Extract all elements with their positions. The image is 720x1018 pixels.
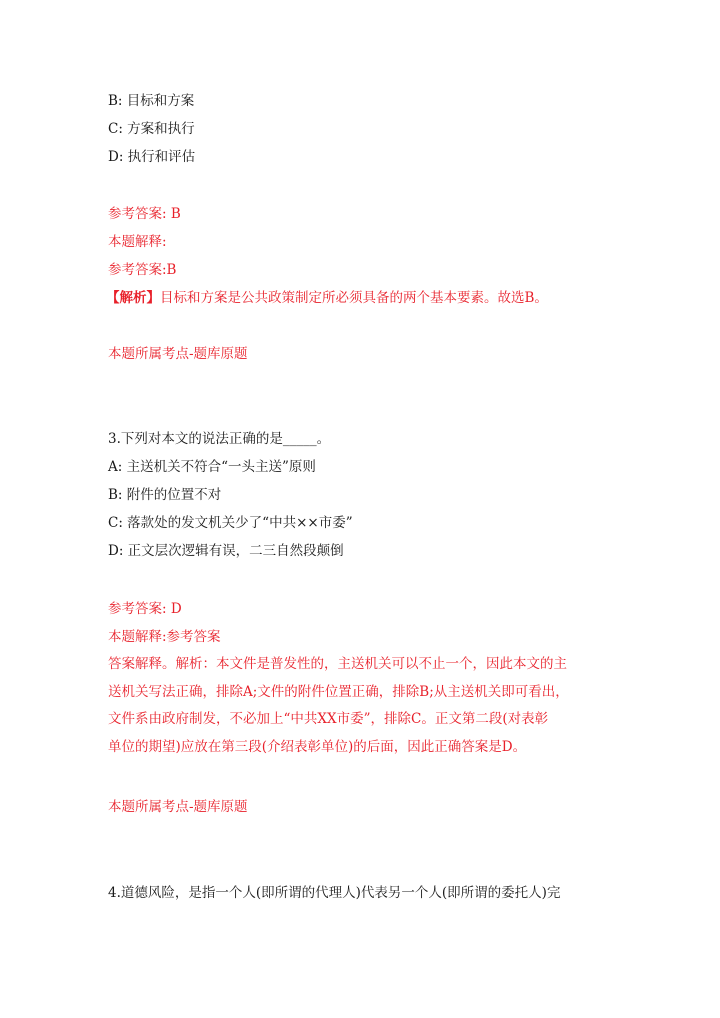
q3-footer: 本题所属考点-题库原题 [108,799,248,815]
q4-stem: 4.道德风险，是指一个人(即所谓的代理人)代表另一个人(即所谓的委托人)完 [108,885,561,901]
q3-explanation [108,651,608,761]
q3-option-b: B: 附件的位置不对 [108,487,222,503]
q2-footer: 本题所属考点-题库原题 [108,346,248,362]
q2-option-d: D: 执行和评估 [108,149,196,165]
q2-answer-label: 参考答案: B [108,206,181,222]
q2-analysis-tag: 【解析】 [106,290,160,306]
q2-analysis-text: 目标和方案是公共政策制定所必须具备的两个基本要素。故选B。 [160,290,548,306]
q3-explanation-line-2: 送机关写法正确，排除A;文件的附件位置正确，排除B;从主送机关即可看出， [108,683,569,700]
q3-explain-label: 本题解释:参考答案 [108,629,221,645]
q3-explanation-line-1: 答案解释。解析：本文件是普发性的，主送机关可以不止一个，因此本文的主 [108,656,567,672]
q2-analysis [106,289,548,307]
q2-option-c: C: 方案和执行 [108,121,195,137]
q3-stem: 3.下列对本文的说法正确的是_____。 [108,431,331,447]
q2-answer-ref: 参考答案:B [108,262,177,278]
q2-option-b: B: 目标和方案 [108,93,195,109]
q3-option-d: D: 正文层次逻辑有误，二三自然段颠倒 [108,543,344,559]
q3-explanation-line-4: 单位的期望)应放在第三段(介绍表彰单位)的后面，因此正确答案是D。 [108,738,527,755]
q3-option-c: C: 落款处的发文机关少了“中共××市委” [108,515,353,531]
q3-answer-label: 参考答案: D [108,601,182,617]
q2-explain-label: 本题解释: [108,234,167,250]
q3-explanation-line-3: 文件系由政府制发，不必加上“中共XX市委”，排除C。正文第二段(对表彰 [108,711,549,727]
q3-option-a: A: 主送机关不符合“一头主送”原则 [108,459,316,475]
